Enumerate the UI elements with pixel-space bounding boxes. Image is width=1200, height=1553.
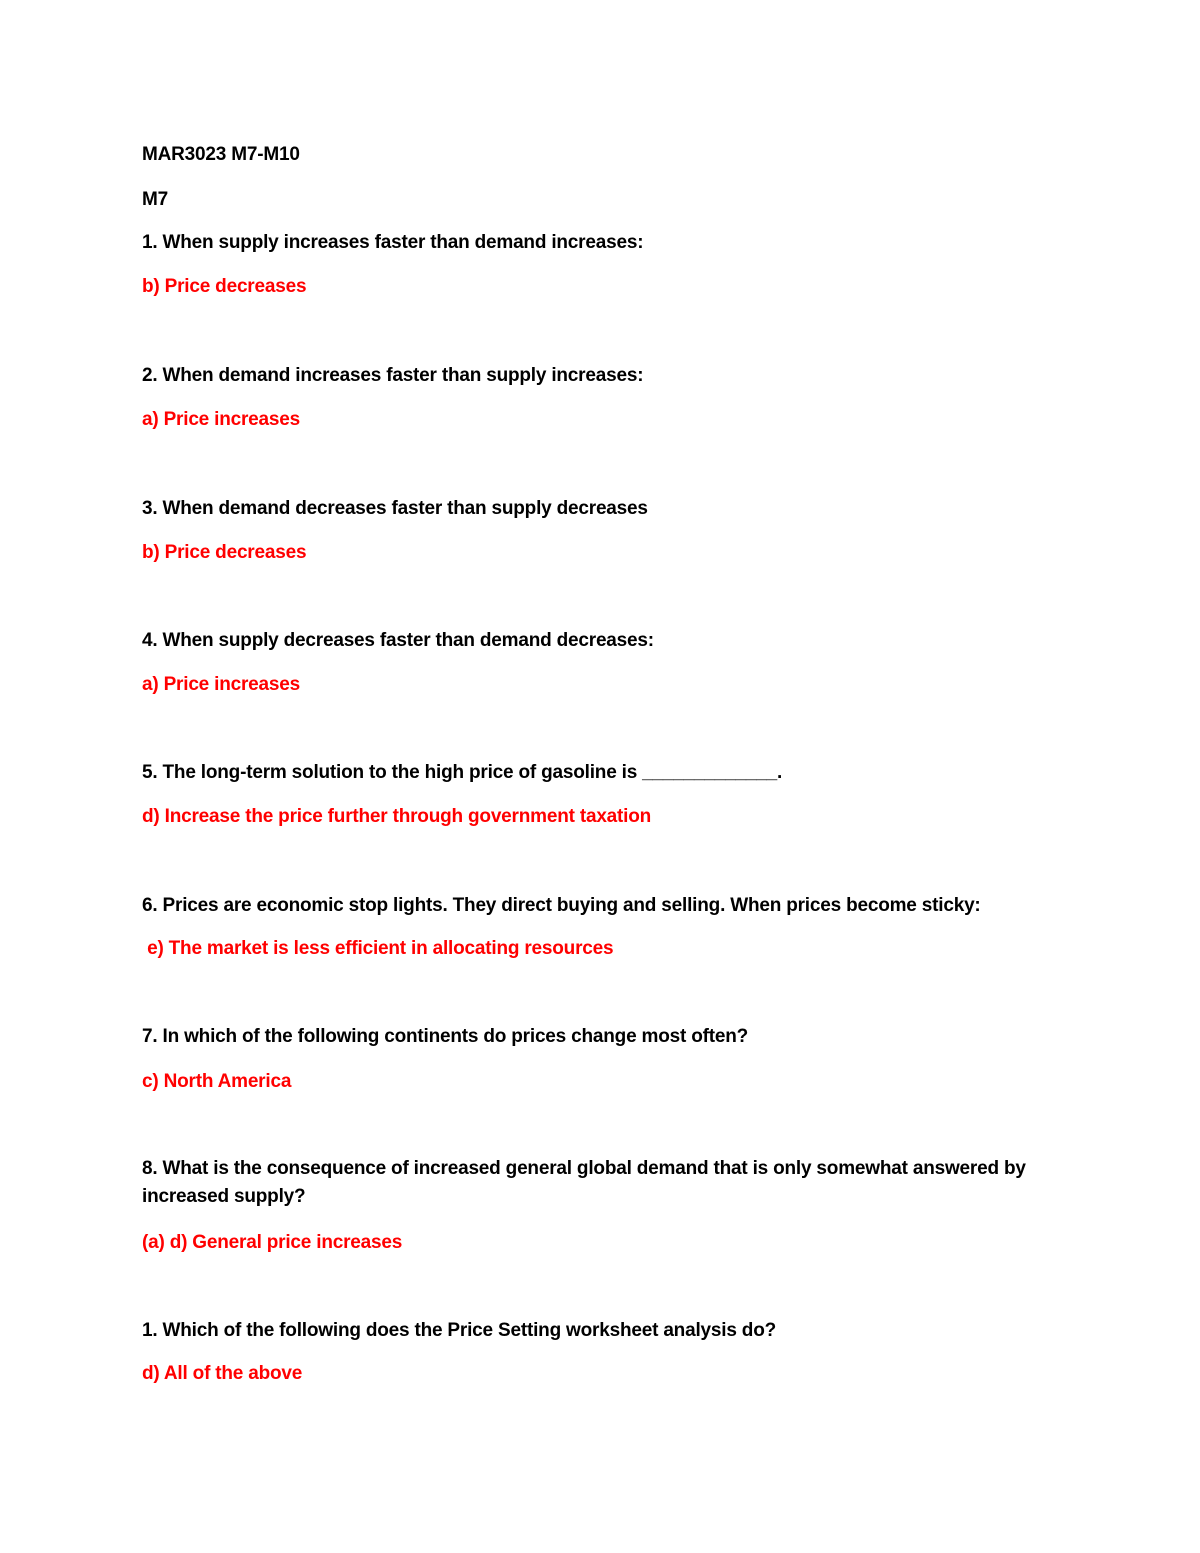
answer-4: a) Price increases [142, 674, 301, 695]
question-1: 1. When supply increases faster than demand increases: [142, 232, 644, 253]
question-5: 5. The long-term solution to the high price of gasoline is _____________. [142, 762, 783, 783]
document-title: MAR3023 M7-M10 [142, 144, 300, 165]
answer-8: (a) d) General price increases [142, 1232, 403, 1253]
answer-5: d) Increase the price further through government taxation [142, 806, 652, 827]
question-9: 1. Which of the following does the Price Setting worksheet analysis do? [142, 1320, 777, 1341]
answer-1: b) Price decreases [142, 276, 307, 297]
answer-3: b) Price decreases [142, 542, 307, 563]
question-4: 4. When supply decreases faster than demand decreases: [142, 630, 654, 651]
question-7: 7. In which of the following continents do prices change most often? [142, 1026, 749, 1047]
answer-9: d) All of the above [142, 1363, 303, 1384]
question-8: 8. What is the consequence of increased general global demand that is only somewhat answered by increased supply? [142, 1158, 1026, 1207]
answer-2: a) Price increases [142, 409, 301, 430]
section-heading: M7 [142, 189, 168, 210]
answer-6: e) The market is less efficient in allocating resources [142, 938, 614, 959]
question-3: 3. When demand decreases faster than supply decreases [142, 498, 648, 519]
answer-7: c) North America [142, 1071, 292, 1092]
question-2: 2. When demand increases faster than supply increases: [142, 365, 644, 386]
question-6: 6. Prices are economic stop lights. They direct buying and selling. When prices become sticky: [142, 895, 981, 916]
